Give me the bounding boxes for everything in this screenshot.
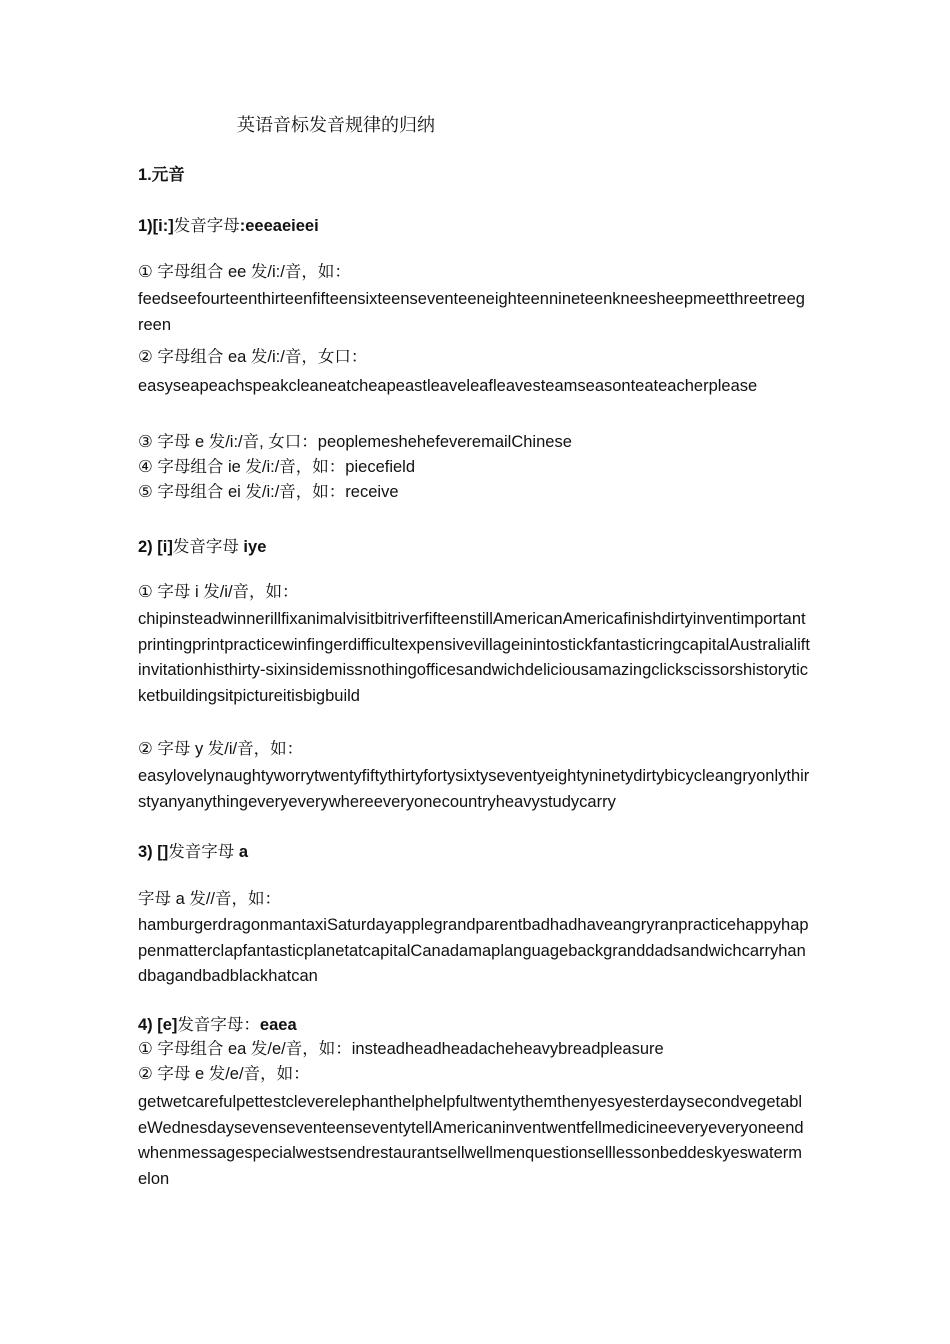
rule-label: ② 字母组合 ea 发/i:/音，女口：	[138, 348, 368, 366]
subsection-heading-e	[138, 1013, 810, 1037]
rule-word-list: easylovelynaughtyworrytwentyfiftythirtyfortysixtyseventyeightyninetydirtybicycleangryonlythirstyanyanythingeveryeverywhereeveryonecountryheavystudycarry	[138, 767, 810, 811]
rule-word-list: getwetcarefulpettestcleverelephanthelphelpfultwentythemthenyesyesterdaysecondvegetableWednesdaysevenseventeenseventytellAmericaninventwentfellmedicineeveryeveryoneendwhenmessagespecialwestsendrestaurantsellwellmenquestionselllessonbeddeskyeswatermelon	[138, 1093, 804, 1188]
rule-word-list: feedseefourteenthirteenfifteensixteenseventeeneighteennineteenkneesheepmeetthreetreegreen	[138, 290, 805, 334]
rule-label: ② 字母 e 发/e/音，如：	[138, 1065, 310, 1083]
subsection-heading-letters: iye	[238, 538, 267, 556]
section-heading-label: 1.元音	[138, 166, 185, 184]
rule-word-list: chipinsteadwinnerillfixanimalvisitbitriverfifteenstillAmericanAmericafinishdirtyinventimportantprintingprintpracticewinfingerdifficultexpensivevillageinintostickfantasticringcapitalAustralialiftinvitationhisthirty-sixinsidemissnothingofficesandwichdeliciousamazingclickscissorshistoryticketbuildingsitpictureitisbigbuild	[138, 610, 810, 705]
subsection-heading-cn: 发音字母	[172, 537, 239, 556]
subsection-heading-cn: 发音字母	[168, 842, 235, 861]
rule-line: ⑤ 字母组合 ei 发/i:/音，如：receive	[138, 483, 399, 501]
rule-label: ② 字母 y 发/i/音，如：	[138, 740, 304, 758]
subsection-heading-ae	[138, 840, 810, 864]
page-title: 英语音标发音规律的归纳	[237, 115, 435, 136]
subsection-heading-num: 1)[i:]	[138, 217, 174, 235]
subsection-heading-letters: a	[234, 843, 249, 861]
subsection-heading-num: 4) [e]	[138, 1016, 178, 1034]
rule-label: 字母 a 发//音，如：	[138, 890, 282, 908]
rule-word-list: easyseapeachspeakcleaneatcheapeastleaveleafleavesteamseasonteateacherplease	[138, 377, 758, 395]
subsection-heading-letters: eaea	[259, 1016, 297, 1034]
rule-line: ④ 字母组合 ie 发/i:/音，如：piecefield	[138, 458, 416, 476]
section-heading-vowels	[138, 163, 810, 187]
subsection-heading-letters: :eeeaeieei	[239, 217, 319, 235]
rule-label: ① 字母组合 ee 发/i:/音，如：	[138, 263, 351, 281]
subsection-heading-short-i	[138, 535, 810, 559]
rule-word-list: hamburgerdragonmantaxiSaturdayapplegrandparentbadhadhaveangryranpracticehappyhappenmatterclapfantasticplanetatcapitalCanadamaplanguagebackgranddadsandwichcarryhandbagandbadblackhatcan	[138, 916, 809, 985]
rule-line: ③ 字母 e 发/i:/音, 女口：peoplemeshehefeveremailChinese	[138, 433, 572, 451]
subsection-heading-num: 3) []	[138, 843, 169, 861]
subsection-heading-cn: 发音字母：	[177, 1015, 260, 1034]
rule-label: ① 字母 i 发/i/音，如：	[138, 583, 299, 601]
subsection-heading-long-i	[138, 214, 810, 238]
subsection-heading-cn: 发音字母	[173, 216, 240, 235]
subsection-heading-num: 2) [i]	[138, 538, 173, 556]
rule-line: ① 字母组合 ea 发/e/音，如：insteadheadheadacheheavybreadpleasure	[138, 1040, 664, 1058]
